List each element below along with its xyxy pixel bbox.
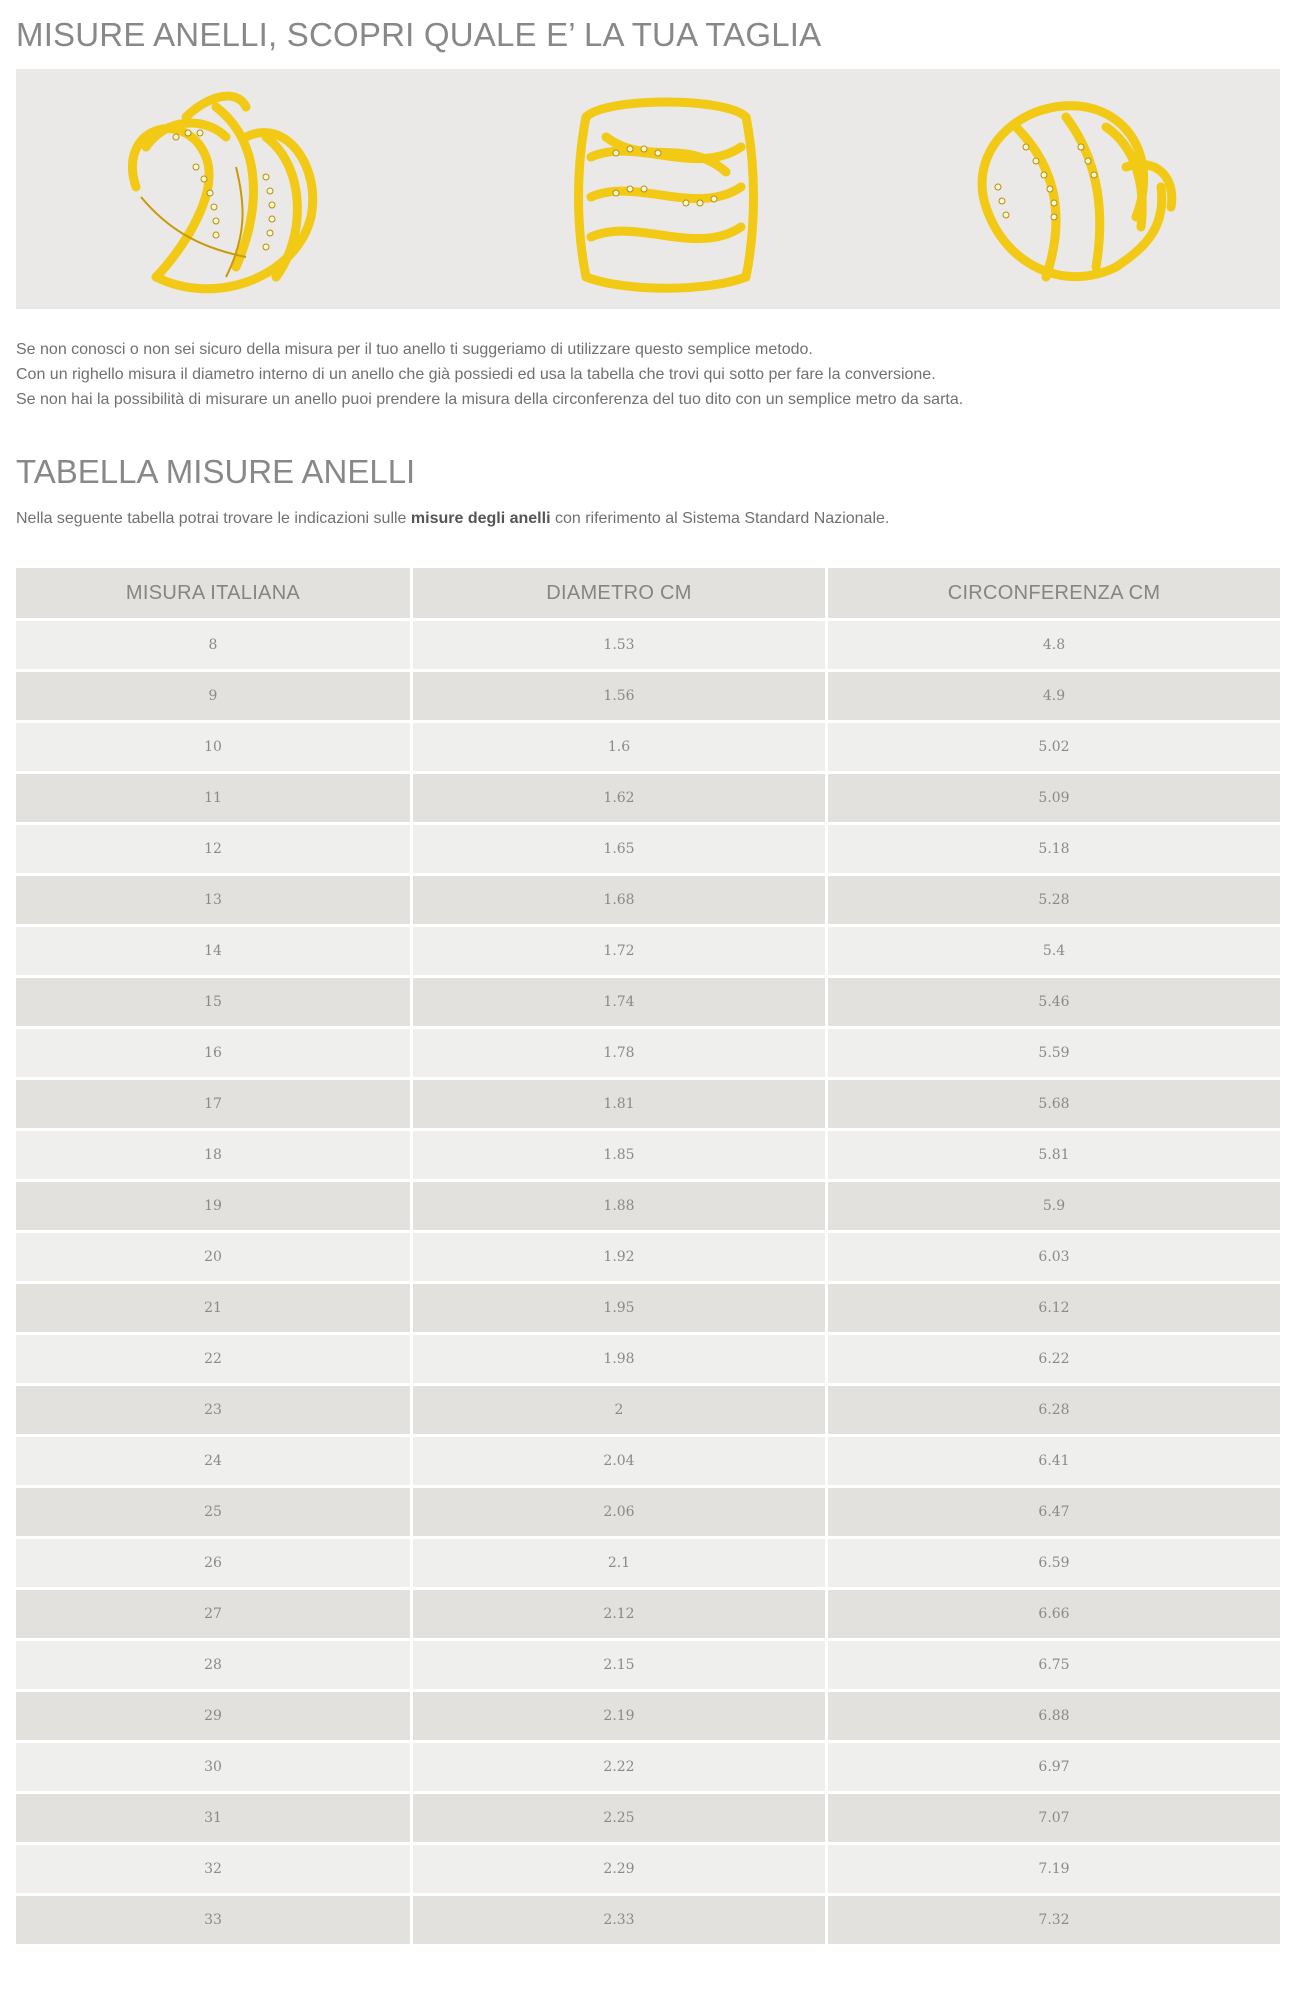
ring-front-icon	[96, 77, 336, 301]
table-row	[16, 774, 1280, 822]
cell-circonferenza: 6.97	[828, 1743, 1280, 1791]
cell-misura: 15	[16, 978, 410, 1026]
table-row	[16, 978, 1280, 1026]
table-row	[16, 1488, 1280, 1536]
cell-misura: 13	[16, 876, 410, 924]
cell-misura: 19	[16, 1182, 410, 1230]
cell-misura: 21	[16, 1284, 410, 1332]
cell-circonferenza: 6.75	[828, 1641, 1280, 1689]
ring-size-table	[13, 565, 1283, 1947]
cell-diametro: 2	[413, 1386, 825, 1434]
cell-diametro: 2.29	[413, 1845, 825, 1893]
cell-diametro: 2.04	[413, 1437, 825, 1485]
cell-misura: 26	[16, 1539, 410, 1587]
cell-diametro: 2.25	[413, 1794, 825, 1842]
cell-diametro: 1.92	[413, 1233, 825, 1281]
cell-misura: 27	[16, 1590, 410, 1638]
cell-circonferenza: 5.09	[828, 774, 1280, 822]
cell-circonferenza: 5.81	[828, 1131, 1280, 1179]
table-row	[16, 1743, 1280, 1791]
cell-diametro: 2.12	[413, 1590, 825, 1638]
cell-circonferenza: 5.4	[828, 927, 1280, 975]
cell-circonferenza: 6.03	[828, 1233, 1280, 1281]
cell-misura: 16	[16, 1029, 410, 1077]
table-row	[16, 1029, 1280, 1077]
table-row	[16, 1335, 1280, 1383]
table-row	[16, 1080, 1280, 1128]
table-row	[16, 1539, 1280, 1587]
cell-diametro: 2.1	[413, 1539, 825, 1587]
cell-circonferenza: 5.68	[828, 1080, 1280, 1128]
cell-diametro: 1.85	[413, 1131, 825, 1179]
table-row	[16, 1131, 1280, 1179]
cell-diametro: 1.88	[413, 1182, 825, 1230]
cell-circonferenza: 7.07	[828, 1794, 1280, 1842]
cell-diametro: 2.19	[413, 1692, 825, 1740]
cell-diametro: 2.22	[413, 1743, 825, 1791]
cell-misura: 14	[16, 927, 410, 975]
ring-top-icon	[546, 77, 786, 301]
table-header-row	[16, 568, 1280, 618]
cell-circonferenza: 6.66	[828, 1590, 1280, 1638]
cell-circonferenza: 4.8	[828, 621, 1280, 669]
cell-diametro: 1.81	[413, 1080, 825, 1128]
table-row	[16, 825, 1280, 873]
cell-circonferenza: 5.02	[828, 723, 1280, 771]
cell-diametro: 1.53	[413, 621, 825, 669]
cell-diametro: 1.65	[413, 825, 825, 873]
cell-circonferenza: 5.18	[828, 825, 1280, 873]
cell-circonferenza: 4.9	[828, 672, 1280, 720]
cell-diametro: 1.6	[413, 723, 825, 771]
cell-diametro: 1.62	[413, 774, 825, 822]
cell-misura: 32	[16, 1845, 410, 1893]
table-row	[16, 1692, 1280, 1740]
cell-misura: 11	[16, 774, 410, 822]
cell-misura: 10	[16, 723, 410, 771]
cell-diametro: 2.06	[413, 1488, 825, 1536]
section-desc-bold: misure degli anelli	[410, 510, 551, 527]
intro-text	[16, 337, 1280, 412]
cell-circonferenza: 5.46	[828, 978, 1280, 1026]
table-row	[16, 672, 1280, 720]
cell-circonferenza: 6.41	[828, 1437, 1280, 1485]
cell-circonferenza: 6.22	[828, 1335, 1280, 1383]
table-row	[16, 723, 1280, 771]
header-circonferenza: CIRCONFERENZA CM	[828, 568, 1280, 618]
cell-misura: 23	[16, 1386, 410, 1434]
ring-side-icon	[946, 77, 1186, 301]
cell-circonferenza: 6.28	[828, 1386, 1280, 1434]
section-title: TABELLA MISURE ANELLI	[16, 453, 416, 490]
page	[16, 0, 1280, 1947]
table-row	[16, 1233, 1280, 1281]
table-row	[16, 1794, 1280, 1842]
section-desc-after: con riferimento al Sistema Standard Nazionale.	[550, 510, 890, 527]
table-row	[16, 1284, 1280, 1332]
cell-misura: 28	[16, 1641, 410, 1689]
table-row	[16, 1386, 1280, 1434]
table-body	[16, 621, 1280, 1944]
ring-images-banner	[16, 69, 1280, 309]
cell-misura: 30	[16, 1743, 410, 1791]
table-row	[16, 876, 1280, 924]
cell-circonferenza: 5.59	[828, 1029, 1280, 1077]
cell-circonferenza: 7.32	[828, 1896, 1280, 1944]
cell-diametro: 2.33	[413, 1896, 825, 1944]
cell-misura: 12	[16, 825, 410, 873]
table-row	[16, 1896, 1280, 1944]
cell-misura: 29	[16, 1692, 410, 1740]
cell-misura: 8	[16, 621, 410, 669]
header-diametro: DIAMETRO CM	[413, 568, 825, 618]
table-row	[16, 1590, 1280, 1638]
header-misura-italiana: MISURA ITALIANA	[16, 568, 410, 618]
cell-misura: 9	[16, 672, 410, 720]
table-row	[16, 1182, 1280, 1230]
cell-diametro: 1.74	[413, 978, 825, 1026]
cell-misura: 33	[16, 1896, 410, 1944]
cell-diametro: 1.98	[413, 1335, 825, 1383]
cell-circonferenza: 6.47	[828, 1488, 1280, 1536]
section-desc-before: Nella seguente tabella potrai trovare le indicazioni sulle	[16, 510, 411, 527]
table-row	[16, 621, 1280, 669]
cell-diametro: 1.78	[413, 1029, 825, 1077]
table-row	[16, 1641, 1280, 1689]
cell-circonferenza: 6.12	[828, 1284, 1280, 1332]
cell-misura: 22	[16, 1335, 410, 1383]
table-row	[16, 1437, 1280, 1485]
cell-misura: 17	[16, 1080, 410, 1128]
cell-misura: 18	[16, 1131, 410, 1179]
section-description	[16, 508, 1280, 530]
cell-circonferenza: 6.59	[828, 1539, 1280, 1587]
cell-diametro: 1.95	[413, 1284, 825, 1332]
intro-line: Se non hai la possibilità di misurare un anello puoi prendere la misura della circonferenza del tuo dito con un semplice metro da sarta.	[16, 391, 964, 408]
cell-misura: 20	[16, 1233, 410, 1281]
cell-diametro: 1.56	[413, 672, 825, 720]
cell-circonferenza: 6.88	[828, 1692, 1280, 1740]
cell-misura: 25	[16, 1488, 410, 1536]
cell-diametro: 1.68	[413, 876, 825, 924]
cell-misura: 24	[16, 1437, 410, 1485]
intro-line: Con un righello misura il diametro interno di un anello che già possiedi ed usa la tabella che trovi qui sotto per fare la conversione.	[16, 366, 936, 383]
table-row	[16, 927, 1280, 975]
cell-circonferenza: 5.28	[828, 876, 1280, 924]
intro-line: Se non conosci o non sei sicuro della misura per il tuo anello ti suggeriamo di utilizzare questo semplice metodo.	[16, 341, 813, 358]
cell-misura: 31	[16, 1794, 410, 1842]
cell-diametro: 2.15	[413, 1641, 825, 1689]
cell-diametro: 1.72	[413, 927, 825, 975]
page-title: MISURE ANELLI, SCOPRI QUALE E’ LA TUA TAGLIA	[16, 16, 822, 53]
cell-circonferenza: 5.9	[828, 1182, 1280, 1230]
table-row	[16, 1845, 1280, 1893]
cell-circonferenza: 7.19	[828, 1845, 1280, 1893]
